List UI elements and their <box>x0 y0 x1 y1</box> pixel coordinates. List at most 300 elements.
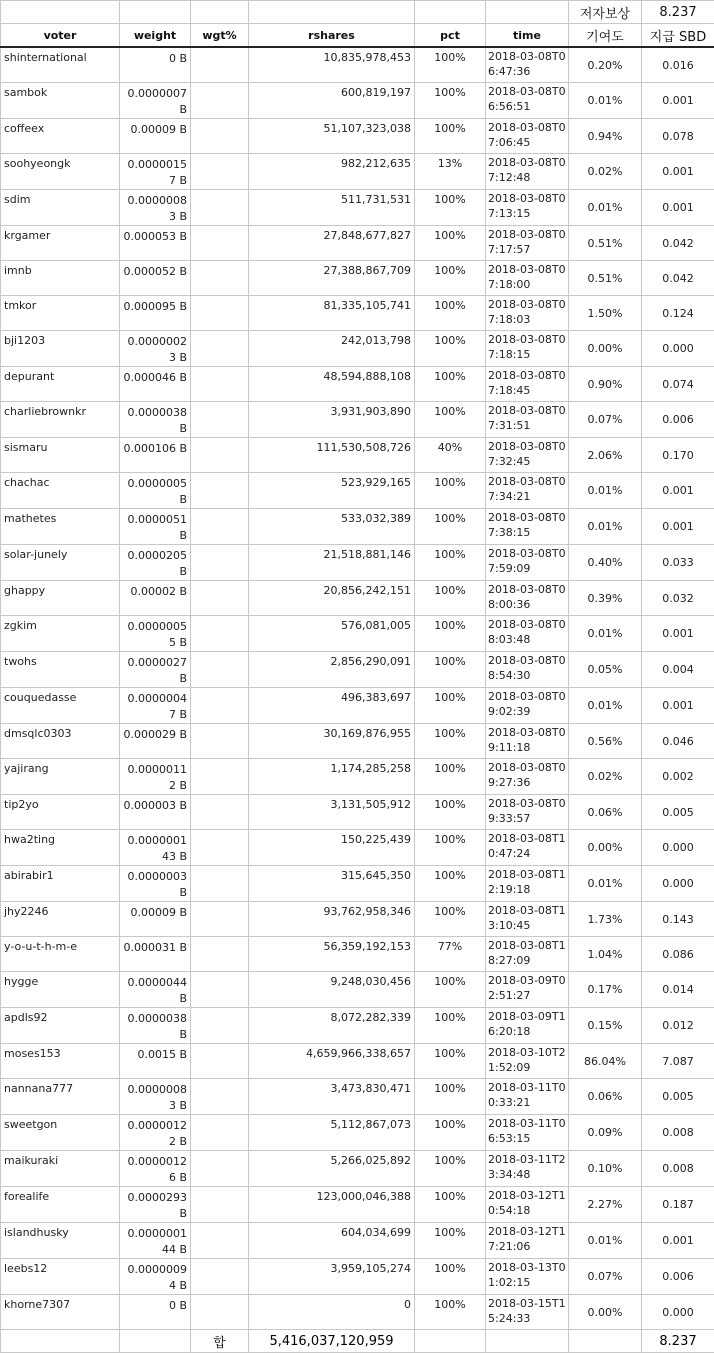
weight-cell: 0.00000112 B <box>120 759 191 795</box>
wgt-percent-cell <box>191 972 249 1008</box>
weight-cell: 0 B <box>120 47 191 83</box>
time-cell: 2018-03-08T07:18:15 <box>486 331 569 367</box>
wgt-percent-cell <box>191 367 249 402</box>
payout-cell: 0.042 <box>642 261 714 296</box>
sum-label: 합 <box>191 1330 249 1353</box>
contribution-cell: 86.04% <box>569 1044 642 1079</box>
contribution-cell: 0.90% <box>569 367 642 402</box>
voter-cell: couquedasse <box>1 688 120 724</box>
voter-cell: nannana777 <box>1 1079 120 1115</box>
table-row <box>1 261 714 296</box>
contribution-cell: 0.09% <box>569 1115 642 1151</box>
table-row <box>1 1008 714 1044</box>
payout-cell: 0.001 <box>642 616 714 652</box>
pct-cell: 100% <box>415 402 486 438</box>
rshares-cell: 9,248,030,456 <box>249 972 415 1008</box>
pct-cell: 13% <box>415 154 486 190</box>
voter-cell: y-o-u-t-h-m-e <box>1 937 120 972</box>
pct-cell: 100% <box>415 226 486 261</box>
wgt-percent-cell <box>191 119 249 154</box>
voter-cell: sismaru <box>1 438 120 473</box>
voter-cell: hygge <box>1 972 120 1008</box>
pct-cell: 100% <box>415 1079 486 1115</box>
time-cell: 2018-03-08T06:47:36 <box>486 47 569 83</box>
weight-cell: 0.0015 B <box>120 1044 191 1079</box>
wgt-percent-cell <box>191 581 249 616</box>
table-row <box>1 937 714 972</box>
pct-cell: 100% <box>415 652 486 688</box>
rshares-cell: 1,174,285,258 <box>249 759 415 795</box>
payout-cell: 0.002 <box>642 759 714 795</box>
payout-cell: 0.000 <box>642 866 714 902</box>
rshares-cell: 496,383,697 <box>249 688 415 724</box>
rshares-cell: 21,518,881,146 <box>249 545 415 581</box>
time-cell: 2018-03-13T01:02:15 <box>486 1259 569 1295</box>
voter-cell: sdim <box>1 190 120 226</box>
weight-cell: 0.00009 B <box>120 902 191 937</box>
voter-cell: krgamer <box>1 226 120 261</box>
pct-cell: 100% <box>415 296 486 331</box>
contribution-cell: 0.01% <box>569 83 642 119</box>
wgt-percent-cell <box>191 902 249 937</box>
table-row <box>1 438 714 473</box>
contribution-cell: 1.73% <box>569 902 642 937</box>
table-row <box>1 473 714 509</box>
pct-cell: 100% <box>415 1259 486 1295</box>
wgt-percent-cell <box>191 1295 249 1330</box>
weight-cell: 0.0000007 B <box>120 83 191 119</box>
table-row <box>1 367 714 402</box>
rshares-cell: 5,266,025,892 <box>249 1151 415 1187</box>
wgt-percent-cell <box>191 226 249 261</box>
contribution-cell: 0.01% <box>569 190 642 226</box>
voter-cell: bji1203 <box>1 331 120 367</box>
contribution-cell: 0.51% <box>569 261 642 296</box>
wgt-percent-cell <box>191 261 249 296</box>
pct-cell: 100% <box>415 972 486 1008</box>
pct-cell: 100% <box>415 545 486 581</box>
contribution-cell: 0.01% <box>569 509 642 545</box>
wgt-percent-cell <box>191 937 249 972</box>
voter-cell: coffeex <box>1 119 120 154</box>
wgt-percent-cell <box>191 83 249 119</box>
pct-cell: 100% <box>415 759 486 795</box>
wgt-percent-cell <box>191 438 249 473</box>
table-row <box>1 830 714 866</box>
time-cell: 2018-03-08T09:11:18 <box>486 724 569 759</box>
contribution-cell: 0.00% <box>569 331 642 367</box>
weight-cell: 0.00000094 B <box>120 1259 191 1295</box>
contribution-cell: 0.07% <box>569 402 642 438</box>
time-cell: 2018-03-08T07:17:57 <box>486 226 569 261</box>
weight-cell: 0.000052 B <box>120 261 191 296</box>
pct-cell: 100% <box>415 866 486 902</box>
wgt-percent-cell <box>191 296 249 331</box>
voter-cell: moses153 <box>1 1044 120 1079</box>
contribution-cell: 0.06% <box>569 795 642 830</box>
table-row <box>1 1295 714 1330</box>
payout-cell: 0.001 <box>642 1223 714 1259</box>
pct-cell: 100% <box>415 688 486 724</box>
time-cell: 2018-03-10T21:52:09 <box>486 1044 569 1079</box>
pct-cell: 100% <box>415 1115 486 1151</box>
time-cell: 2018-03-12T10:54:18 <box>486 1187 569 1223</box>
rshares-cell: 51,107,323,038 <box>249 119 415 154</box>
pct-cell: 100% <box>415 1295 486 1330</box>
rshares-cell: 982,212,635 <box>249 154 415 190</box>
contribution-cell: 0.94% <box>569 119 642 154</box>
table-row <box>1 652 714 688</box>
rshares-cell: 111,530,508,726 <box>249 438 415 473</box>
wgt-percent-cell <box>191 473 249 509</box>
time-cell: 2018-03-08T08:03:48 <box>486 616 569 652</box>
rshares-cell: 5,112,867,073 <box>249 1115 415 1151</box>
contribution-cell: 0.39% <box>569 581 642 616</box>
payout-cell: 0.042 <box>642 226 714 261</box>
time-cell: 2018-03-08T13:10:45 <box>486 902 569 937</box>
rshares-cell: 123,000,046,388 <box>249 1187 415 1223</box>
table-row <box>1 1223 714 1259</box>
pct-cell: 100% <box>415 473 486 509</box>
payout-cell: 0.078 <box>642 119 714 154</box>
time-cell: 2018-03-08T07:18:45 <box>486 367 569 402</box>
weight-cell: 0.0000038 B <box>120 1008 191 1044</box>
time-cell: 2018-03-08T08:00:36 <box>486 581 569 616</box>
wgt-percent-cell <box>191 402 249 438</box>
weight-cell: 0.0000293 B <box>120 1187 191 1223</box>
weight-cell: 0.0000205 B <box>120 545 191 581</box>
payout-cell: 0.000 <box>642 1295 714 1330</box>
rshares-cell: 27,388,867,709 <box>249 261 415 296</box>
reward-label: 저자보상 <box>569 1 642 24</box>
table-row <box>1 83 714 119</box>
contribution-cell: 0.56% <box>569 724 642 759</box>
wgt-percent-cell <box>191 1151 249 1187</box>
payout-cell: 0.001 <box>642 190 714 226</box>
time-cell: 2018-03-11T06:53:15 <box>486 1115 569 1151</box>
rshares-cell: 20,856,242,151 <box>249 581 415 616</box>
wgt-percent-cell <box>191 830 249 866</box>
weight-cell: 0.0000051 B <box>120 509 191 545</box>
contribution-cell: 0.15% <box>569 1008 642 1044</box>
wgt-percent-cell <box>191 509 249 545</box>
contribution-cell: 0.07% <box>569 1259 642 1295</box>
rshares-cell: 30,169,876,955 <box>249 724 415 759</box>
rshares-cell: 604,034,699 <box>249 1223 415 1259</box>
weight-cell: 0.000046 B <box>120 367 191 402</box>
voter-cell: soohyeongk <box>1 154 120 190</box>
header-row <box>1 24 714 48</box>
time-cell: 2018-03-09T16:20:18 <box>486 1008 569 1044</box>
wgt-percent-cell <box>191 154 249 190</box>
time-cell: 2018-03-08T07:31:51 <box>486 402 569 438</box>
weight-cell: 0.00000083 B <box>120 1079 191 1115</box>
time-cell: 2018-03-15T15:24:33 <box>486 1295 569 1330</box>
column-header-pct: pct <box>415 24 486 48</box>
column-header-contribution: 기여도 <box>569 24 642 48</box>
table-row <box>1 1259 714 1295</box>
rshares-cell: 3,131,505,912 <box>249 795 415 830</box>
weight-cell: 0.00000083 B <box>120 190 191 226</box>
voter-cell: shinternational <box>1 47 120 83</box>
wgt-percent-cell <box>191 190 249 226</box>
voter-cell: twohs <box>1 652 120 688</box>
pct-cell: 100% <box>415 190 486 226</box>
payout-cell: 0.008 <box>642 1115 714 1151</box>
payout-cell: 0.005 <box>642 1079 714 1115</box>
contribution-cell: 2.27% <box>569 1187 642 1223</box>
pct-cell: 100% <box>415 795 486 830</box>
time-cell: 2018-03-09T02:51:27 <box>486 972 569 1008</box>
voter-cell: forealife <box>1 1187 120 1223</box>
wgt-percent-cell <box>191 47 249 83</box>
rshares-cell: 81,335,105,741 <box>249 296 415 331</box>
payout-cell: 0.001 <box>642 154 714 190</box>
time-cell: 2018-03-08T07:18:00 <box>486 261 569 296</box>
wgt-percent-cell <box>191 1259 249 1295</box>
rshares-cell: 3,959,105,274 <box>249 1259 415 1295</box>
voter-cell: mathetes <box>1 509 120 545</box>
wgt-percent-cell <box>191 616 249 652</box>
rshares-cell: 242,013,798 <box>249 331 415 367</box>
weight-cell: 0.00002 B <box>120 581 191 616</box>
contribution-cell: 0.00% <box>569 830 642 866</box>
time-cell: 2018-03-08T10:47:24 <box>486 830 569 866</box>
wgt-percent-cell <box>191 795 249 830</box>
payout-cell: 0.170 <box>642 438 714 473</box>
weight-cell: 0.00009 B <box>120 119 191 154</box>
voter-cell: maikuraki <box>1 1151 120 1187</box>
pct-cell: 100% <box>415 616 486 652</box>
voter-cell: leebs12 <box>1 1259 120 1295</box>
table-row <box>1 119 714 154</box>
pct-cell: 100% <box>415 1008 486 1044</box>
column-header-voter: voter <box>1 24 120 48</box>
payout-cell: 0.033 <box>642 545 714 581</box>
voter-cell: apdls92 <box>1 1008 120 1044</box>
time-cell: 2018-03-11T23:34:48 <box>486 1151 569 1187</box>
table-row <box>1 972 714 1008</box>
contribution-cell: 0.06% <box>569 1079 642 1115</box>
rshares-cell: 315,645,350 <box>249 866 415 902</box>
voter-cell: chachac <box>1 473 120 509</box>
weight-cell: 0.000029 B <box>120 724 191 759</box>
pct-cell: 100% <box>415 119 486 154</box>
table-row <box>1 296 714 331</box>
payout-cell: 0.008 <box>642 1151 714 1187</box>
weight-cell: 0.0000044 B <box>120 972 191 1008</box>
voter-cell: tmkor <box>1 296 120 331</box>
rshares-cell: 27,848,677,827 <box>249 226 415 261</box>
payout-cell: 0.012 <box>642 1008 714 1044</box>
voter-cell: charliebrownkr <box>1 402 120 438</box>
wgt-percent-cell <box>191 1079 249 1115</box>
rshares-cell: 3,473,830,471 <box>249 1079 415 1115</box>
weight-cell: 0.000106 B <box>120 438 191 473</box>
time-cell: 2018-03-08T09:33:57 <box>486 795 569 830</box>
pct-cell: 100% <box>415 830 486 866</box>
contribution-cell: 1.50% <box>569 296 642 331</box>
payout-cell: 0.006 <box>642 1259 714 1295</box>
table-row <box>1 1151 714 1187</box>
pct-cell: 100% <box>415 902 486 937</box>
pct-cell: 100% <box>415 1223 486 1259</box>
rshares-cell: 48,594,888,108 <box>249 367 415 402</box>
weight-cell: 0.00000126 B <box>120 1151 191 1187</box>
wgt-percent-cell <box>191 331 249 367</box>
weight-cell: 0.00000055 B <box>120 616 191 652</box>
pct-cell: 77% <box>415 937 486 972</box>
voter-cell: yajirang <box>1 759 120 795</box>
payout-cell: 0.006 <box>642 402 714 438</box>
time-cell: 2018-03-08T07:34:21 <box>486 473 569 509</box>
wgt-percent-cell <box>191 688 249 724</box>
table-row <box>1 581 714 616</box>
contribution-cell: 0.00% <box>569 1295 642 1330</box>
pct-cell: 100% <box>415 261 486 296</box>
top-row <box>1 1 714 24</box>
table-row <box>1 190 714 226</box>
table-row <box>1 1187 714 1223</box>
contribution-cell: 0.20% <box>569 47 642 83</box>
rshares-cell: 511,731,531 <box>249 190 415 226</box>
pct-cell: 100% <box>415 724 486 759</box>
voter-cell: zgkim <box>1 616 120 652</box>
weight-cell: 0.00000047 B <box>120 688 191 724</box>
voter-cell: hwa2ting <box>1 830 120 866</box>
payout-cell: 0.005 <box>642 795 714 830</box>
payout-cell: 0.124 <box>642 296 714 331</box>
voter-cell: imnb <box>1 261 120 296</box>
contribution-cell: 0.01% <box>569 688 642 724</box>
table-row <box>1 616 714 652</box>
rshares-cell: 0 <box>249 1295 415 1330</box>
pct-cell: 100% <box>415 509 486 545</box>
rshares-cell: 10,835,978,453 <box>249 47 415 83</box>
wgt-percent-cell <box>191 1008 249 1044</box>
pct-cell: 100% <box>415 83 486 119</box>
contribution-cell: 0.01% <box>569 616 642 652</box>
time-cell: 2018-03-08T07:38:15 <box>486 509 569 545</box>
wgt-percent-cell <box>191 545 249 581</box>
payout-cell: 0.001 <box>642 473 714 509</box>
table-row <box>1 688 714 724</box>
sum-row <box>1 1330 714 1353</box>
rshares-cell: 3,931,903,890 <box>249 402 415 438</box>
table-row <box>1 47 714 83</box>
time-cell: 2018-03-08T07:12:48 <box>486 154 569 190</box>
table-row <box>1 226 714 261</box>
voter-cell: sweetgon <box>1 1115 120 1151</box>
pct-cell: 40% <box>415 438 486 473</box>
contribution-cell: 0.10% <box>569 1151 642 1187</box>
payout-cell: 0.074 <box>642 367 714 402</box>
table-row <box>1 1079 714 1115</box>
contribution-cell: 0.02% <box>569 154 642 190</box>
rshares-cell: 150,225,439 <box>249 830 415 866</box>
weight-cell: 0.0000038 B <box>120 402 191 438</box>
voter-cell: sambok <box>1 83 120 119</box>
pct-cell: 100% <box>415 1151 486 1187</box>
table-row <box>1 154 714 190</box>
table-row <box>1 1115 714 1151</box>
column-header-weight: weight <box>120 24 191 48</box>
weight-cell: 0.00000157 B <box>120 154 191 190</box>
wgt-percent-cell <box>191 1187 249 1223</box>
pct-cell: 100% <box>415 367 486 402</box>
weight-cell: 0.000053 B <box>120 226 191 261</box>
wgt-percent-cell <box>191 652 249 688</box>
voter-cell: dmsqlc0303 <box>1 724 120 759</box>
payout-cell: 0.001 <box>642 509 714 545</box>
rshares-cell: 523,929,165 <box>249 473 415 509</box>
payout-cell: 0.143 <box>642 902 714 937</box>
voter-cell: tip2yo <box>1 795 120 830</box>
voter-cell: depurant <box>1 367 120 402</box>
payout-cell: 0.086 <box>642 937 714 972</box>
contribution-cell: 1.04% <box>569 937 642 972</box>
column-header-payout-sbd: 지급 SBD <box>642 24 714 48</box>
time-cell: 2018-03-08T09:02:39 <box>486 688 569 724</box>
rshares-cell: 4,659,966,338,657 <box>249 1044 415 1079</box>
pct-cell: 100% <box>415 581 486 616</box>
voter-cell: solar-junely <box>1 545 120 581</box>
weight-cell: 0.00000023 B <box>120 331 191 367</box>
time-cell: 2018-03-08T07:13:15 <box>486 190 569 226</box>
table-row <box>1 545 714 581</box>
table-row <box>1 866 714 902</box>
rshares-cell: 93,762,958,346 <box>249 902 415 937</box>
payout-cell: 0.001 <box>642 688 714 724</box>
contribution-cell: 0.40% <box>569 545 642 581</box>
weight-cell: 0.000000144 B <box>120 1223 191 1259</box>
time-cell: 2018-03-08T06:56:51 <box>486 83 569 119</box>
pct-cell: 100% <box>415 1044 486 1079</box>
time-cell: 2018-03-08T07:32:45 <box>486 438 569 473</box>
sum-rshares: 5,416,037,120,959 <box>249 1330 415 1353</box>
rshares-cell: 56,359,192,153 <box>249 937 415 972</box>
table-row <box>1 795 714 830</box>
contribution-cell: 0.01% <box>569 1223 642 1259</box>
weight-cell: 0.000003 B <box>120 795 191 830</box>
time-cell: 2018-03-08T18:27:09 <box>486 937 569 972</box>
time-cell: 2018-03-11T00:33:21 <box>486 1079 569 1115</box>
weight-cell: 0.00000122 B <box>120 1115 191 1151</box>
time-cell: 2018-03-12T17:21:06 <box>486 1223 569 1259</box>
weight-cell: 0.000000143 B <box>120 830 191 866</box>
wgt-percent-cell <box>191 866 249 902</box>
payout-cell: 0.004 <box>642 652 714 688</box>
contribution-cell: 0.02% <box>569 759 642 795</box>
table-row <box>1 724 714 759</box>
wgt-percent-cell <box>191 1115 249 1151</box>
wgt-percent-cell <box>191 759 249 795</box>
wgt-percent-cell <box>191 1044 249 1079</box>
voter-cell: jhy2246 <box>1 902 120 937</box>
pct-cell: 100% <box>415 331 486 367</box>
wgt-percent-cell <box>191 724 249 759</box>
time-cell: 2018-03-08T07:18:03 <box>486 296 569 331</box>
column-header-wgt-percent: wgt% <box>191 24 249 48</box>
payout-cell: 0.001 <box>642 83 714 119</box>
reward-value: 8.237 <box>642 1 714 24</box>
contribution-cell: 0.51% <box>569 226 642 261</box>
contribution-cell: 0.17% <box>569 972 642 1008</box>
contribution-cell: 0.01% <box>569 473 642 509</box>
payout-cell: 0.016 <box>642 47 714 83</box>
contribution-cell: 2.06% <box>569 438 642 473</box>
time-cell: 2018-03-08T09:27:36 <box>486 759 569 795</box>
